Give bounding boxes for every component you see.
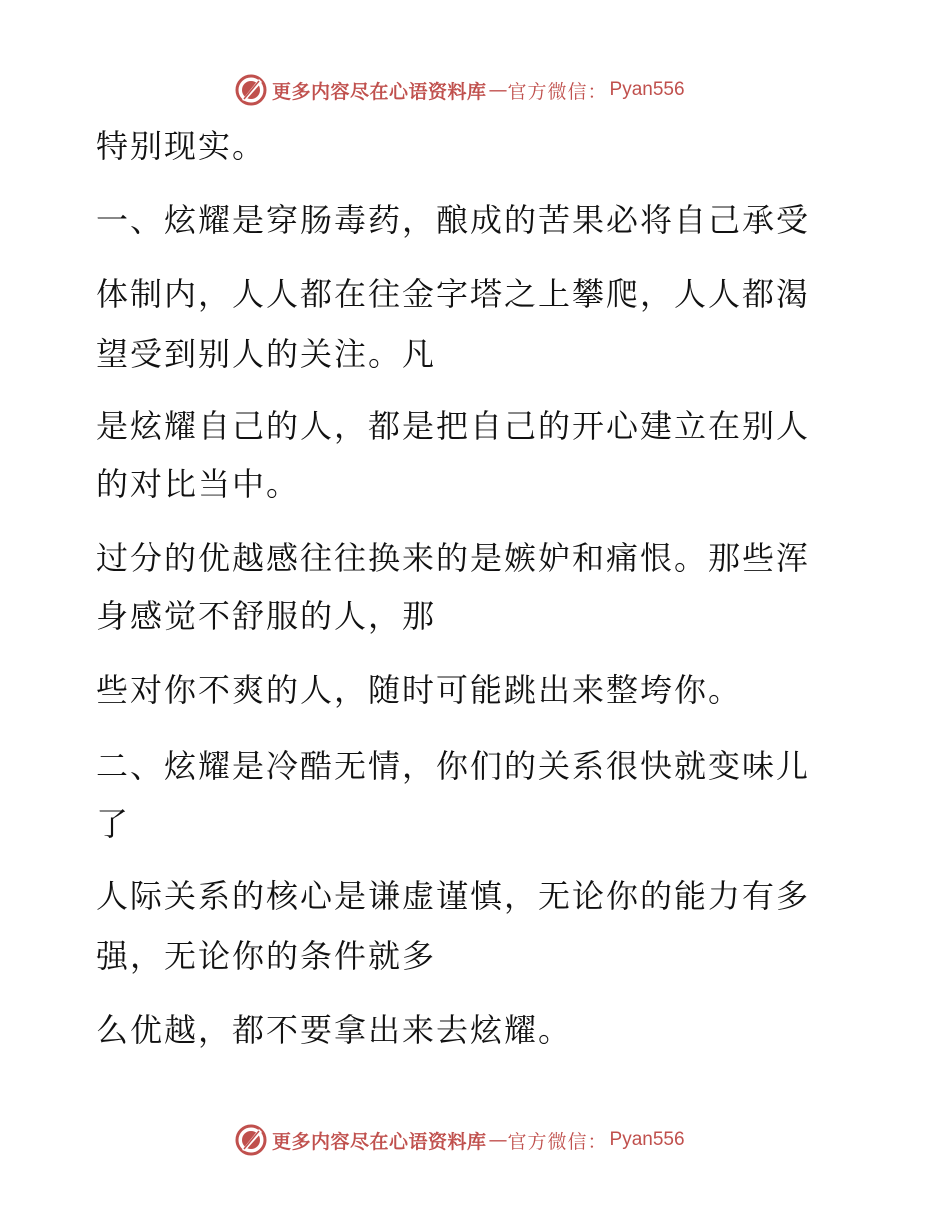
text-line: 的对比当中。: [96, 465, 301, 503]
footer-brand-text: 更多内容尽在心语资料库: [272, 1130, 487, 1153]
text-line: 么优越，都不要拿出来去炫耀。: [96, 1011, 573, 1049]
text-line: 望受到别人的关注。凡: [96, 335, 437, 373]
text-line: 一、炫耀是穿肠毒药，酿成的苦果必将自己承受: [96, 201, 811, 239]
text-line: 特别现实。: [96, 127, 267, 165]
footer-banner: [234, 1122, 685, 1158]
footer-wechat-label: 官方微信：: [507, 1130, 608, 1153]
header-wechat-id: Pyan556: [609, 79, 685, 100]
header-separator: —: [488, 79, 508, 101]
header-wechat-label: 官方微信：: [507, 80, 608, 103]
header-brand-text: 更多内容尽在心语资料库: [272, 80, 487, 103]
text-line: 二、炫耀是冷酷无情，你们的关系很快就变味儿: [96, 747, 811, 785]
text-line: 是炫耀自己的人，都是把自己的开心建立在别人: [96, 407, 811, 445]
text-line: 身感觉不舒服的人，那: [96, 597, 437, 635]
footer-wechat-id: Pyan556: [609, 1129, 685, 1150]
quill-logo-icon: [234, 1123, 268, 1157]
header-banner: [234, 72, 685, 108]
text-line: 体制内，人人都在往金字塔之上攀爬，人人都渴: [96, 275, 811, 313]
text-line: 人际关系的核心是谦虚谨慎，无论你的能力有多: [96, 877, 811, 915]
text-line: 过分的优越感往往换来的是嫉妒和痛恨。那些浑: [96, 539, 811, 577]
text-line: 了: [96, 805, 131, 843]
text-line: 些对你不爽的人，随时可能跳出来整垮你。: [96, 671, 743, 709]
text-line: 强，无论你的条件就多: [96, 937, 437, 975]
footer-separator: —: [488, 1129, 508, 1151]
quill-logo-icon: [234, 73, 268, 107]
